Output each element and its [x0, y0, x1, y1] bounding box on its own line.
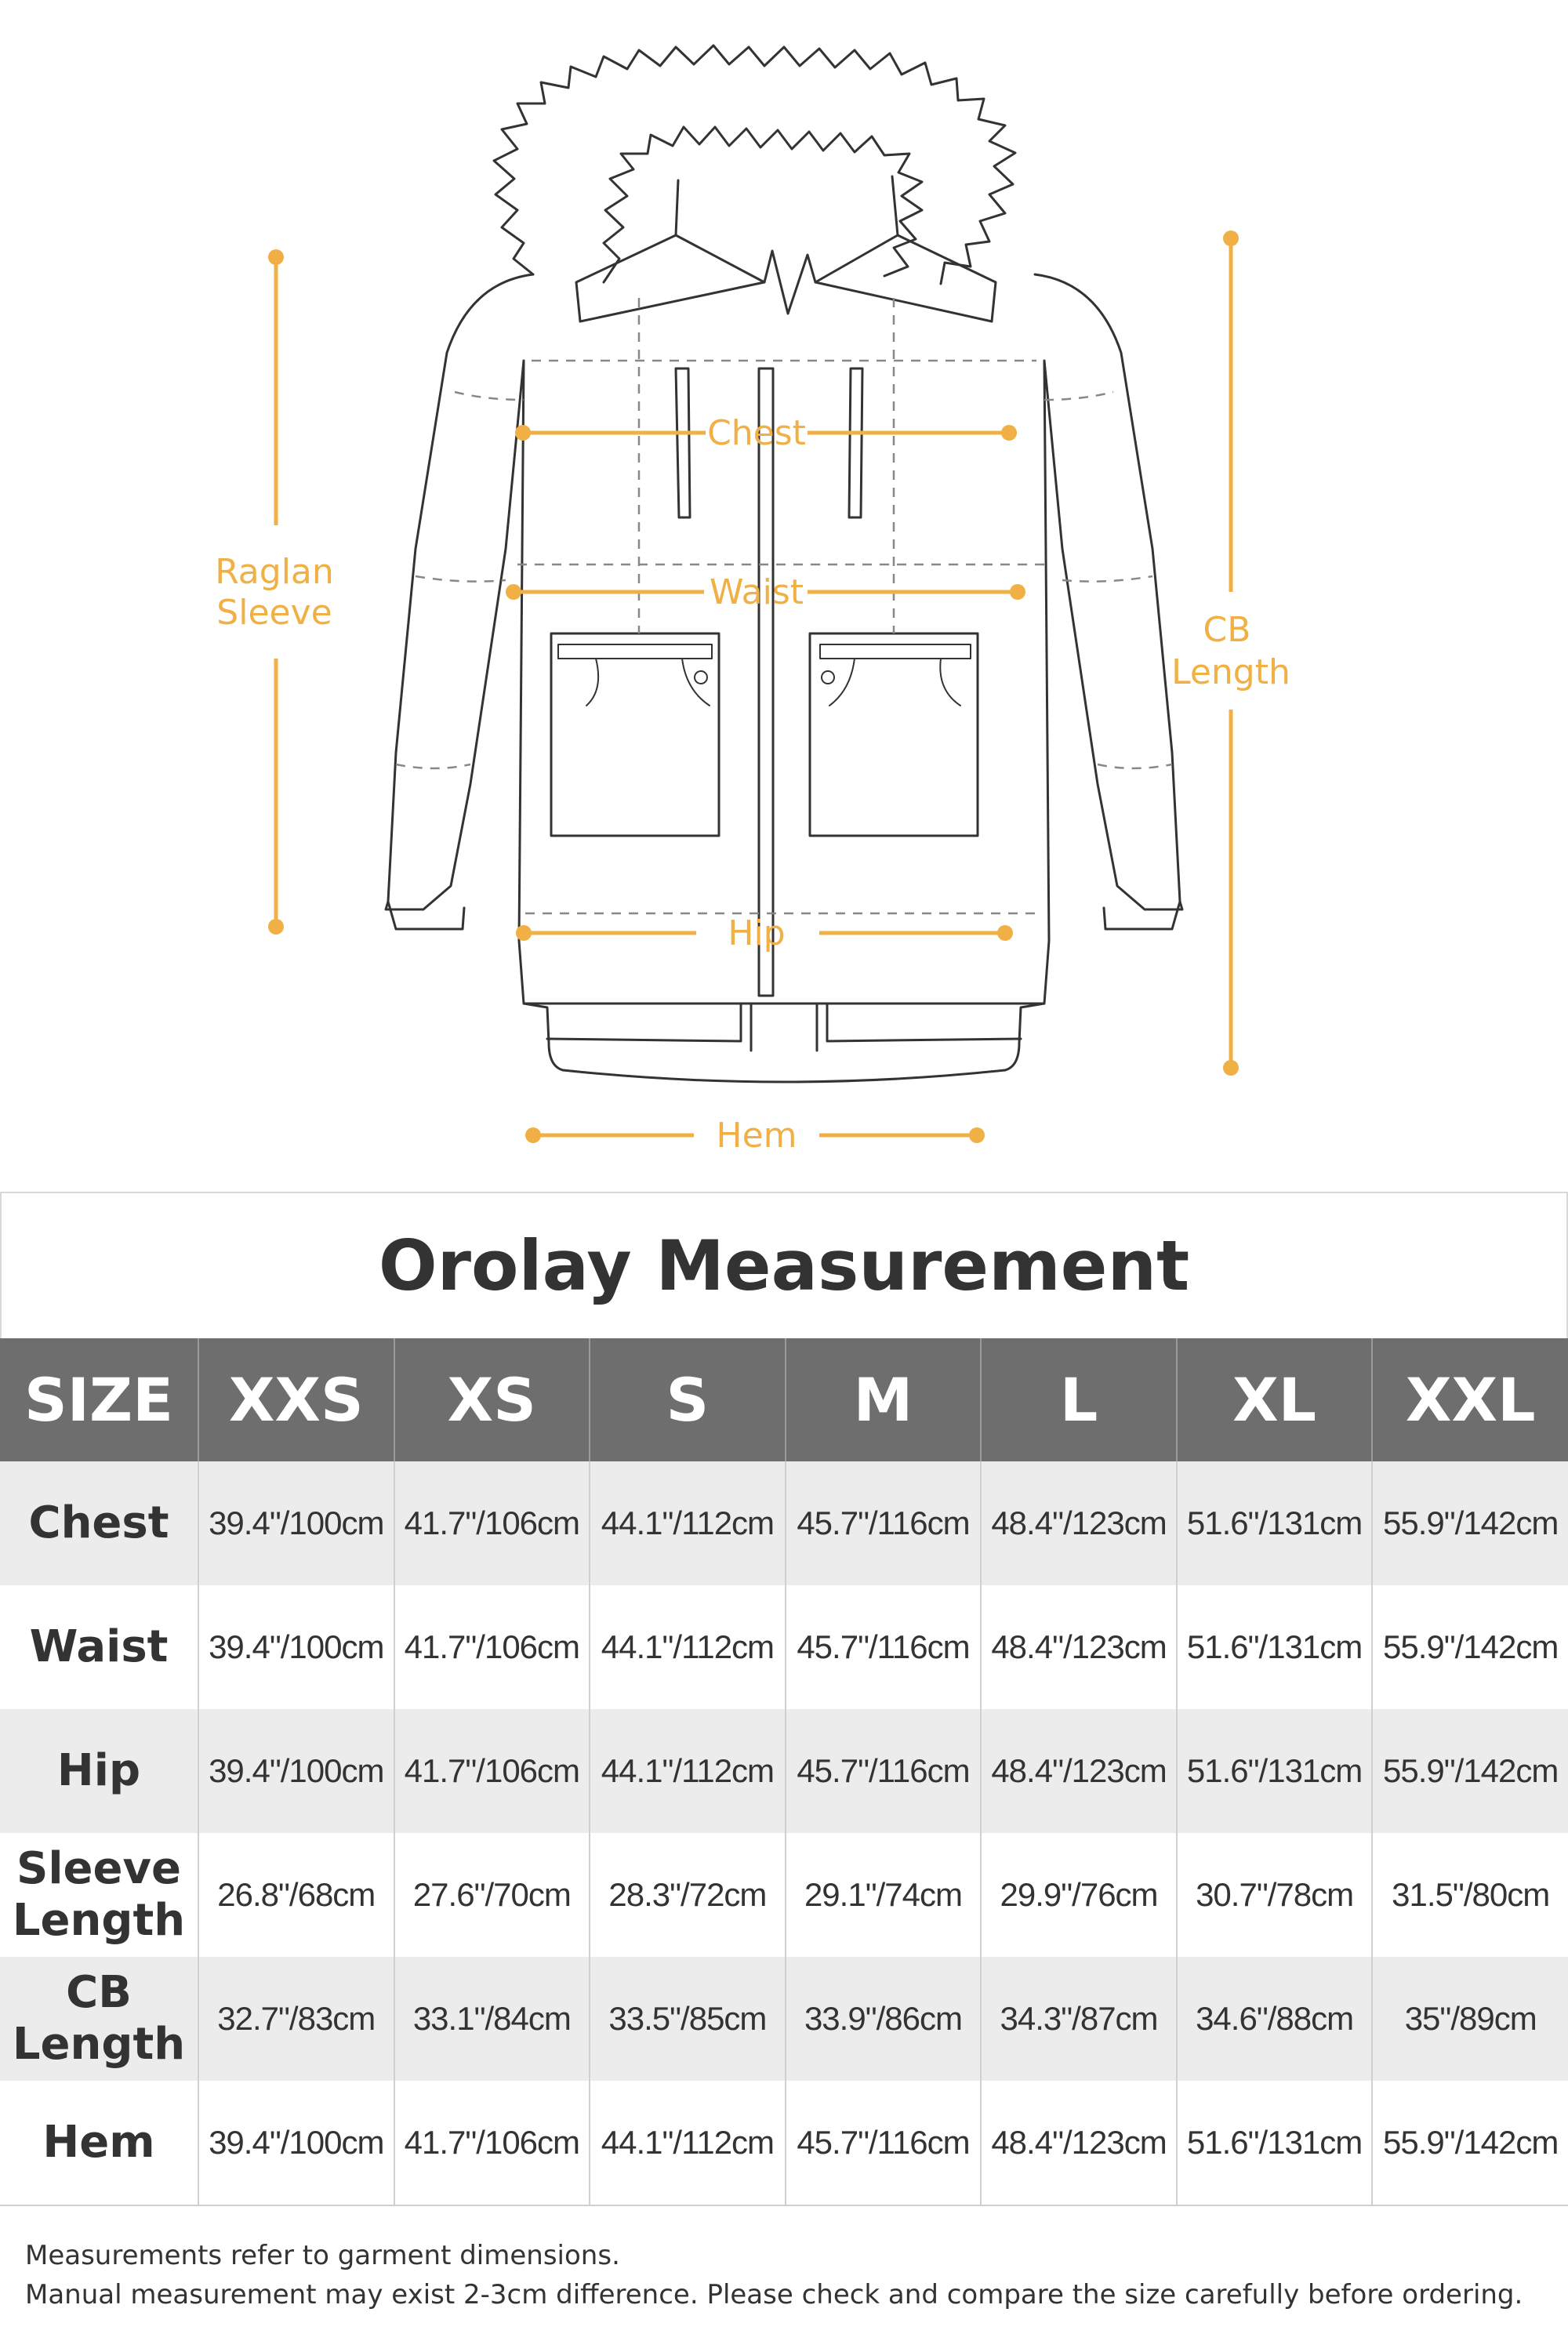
center-zipper — [759, 368, 773, 996]
table-row-cb-length — [0, 1957, 1568, 2081]
size-table — [0, 1338, 1568, 2206]
fur-hood-inner — [604, 127, 922, 282]
row-label-line2: Length — [12, 1895, 186, 1946]
table-cell: 55.9"/142cm — [1372, 1461, 1568, 1585]
chest-zipper-right — [849, 368, 862, 517]
table-cell: 44.1"/112cm — [590, 1585, 786, 1709]
row-label: Waist — [0, 1585, 198, 1709]
row-label — [0, 1833, 198, 1957]
table-cell: 28.3"/72cm — [590, 1833, 786, 1957]
table-cell: 44.1"/112cm — [590, 2081, 786, 2205]
waist-label: Waist — [709, 572, 804, 612]
table-cell: 41.7"/106cm — [394, 2081, 590, 2205]
table-cell: 45.7"/116cm — [786, 1461, 982, 1585]
table-cell: 31.5"/80cm — [1372, 1833, 1568, 1957]
table-title: Orolay Measurement — [0, 1193, 1568, 1338]
note-line-1: Measurements refer to garment dimensions. — [25, 2240, 620, 2271]
table-cell: 51.6"/131cm — [1177, 2081, 1373, 2205]
table-cell: 41.7"/106cm — [394, 1461, 590, 1585]
table-cell: 32.7"/83cm — [198, 1957, 394, 2081]
raglan-sleeve-label-line1: Raglan — [215, 552, 334, 592]
table-row-chest — [0, 1461, 1568, 1585]
measurement-notes — [25, 2236, 1554, 2314]
row-label-line2: Length — [12, 2019, 186, 2070]
table-cell: 41.7"/106cm — [394, 1585, 590, 1709]
row-label-line1: CB — [66, 1967, 132, 2018]
table-cell: 35"/89cm — [1372, 1957, 1568, 2081]
fur-hood-trim — [494, 45, 1015, 284]
size-header-cell: M — [786, 1338, 982, 1461]
table-cell: 45.7"/116cm — [786, 1709, 982, 1833]
table-cell: 27.6"/70cm — [394, 1833, 590, 1957]
chest-label: Chest — [707, 413, 806, 453]
measurement-labels — [215, 413, 1290, 1156]
cb-length-label-line1: CB — [1203, 610, 1251, 650]
row-label: Hip — [0, 1709, 198, 1833]
pocket-left — [551, 633, 719, 836]
table-cell: 34.3"/87cm — [981, 1957, 1177, 2081]
size-header-cell: XL — [1177, 1338, 1373, 1461]
table-cell: 48.4"/123cm — [981, 2081, 1177, 2205]
table-cell: 33.1"/84cm — [394, 1957, 590, 2081]
size-header-cell: L — [981, 1338, 1177, 1461]
size-header-cell: XXL — [1372, 1338, 1568, 1461]
table-cell: 39.4"/100cm — [198, 1461, 394, 1585]
table-row-hem — [0, 2081, 1568, 2205]
table-cell: 55.9"/142cm — [1372, 2081, 1568, 2205]
pocket-right — [810, 633, 978, 836]
table-cell: 51.6"/131cm — [1177, 1461, 1373, 1585]
table-cell: 39.4"/100cm — [198, 2081, 394, 2205]
table-cell: 30.7"/78cm — [1177, 1833, 1373, 1957]
table-row-waist — [0, 1585, 1568, 1709]
size-header-row — [0, 1338, 1568, 1461]
table-cell: 48.4"/123cm — [981, 1461, 1177, 1585]
size-header-cell: XS — [394, 1338, 590, 1461]
table-cell: 45.7"/116cm — [786, 2081, 982, 2205]
table-cell: 34.6"/88cm — [1177, 1957, 1373, 2081]
table-cell: 45.7"/116cm — [786, 1585, 982, 1709]
table-cell: 55.9"/142cm — [1372, 1709, 1568, 1833]
measurement-lines — [268, 230, 1239, 1143]
table-cell: 39.4"/100cm — [198, 1585, 394, 1709]
table-row-sleeve-length — [0, 1833, 1568, 1957]
note-line-2: Manual measurement may exist 2-3cm difference. Please check and compare the size carefully before ordering. — [25, 2279, 1523, 2310]
row-label: Hem — [0, 2081, 198, 2205]
row-label — [0, 1957, 198, 2081]
row-label-line1: Sleeve — [16, 1843, 181, 1894]
table-cell: 44.1"/112cm — [590, 1709, 786, 1833]
table-cell: 48.4"/123cm — [981, 1709, 1177, 1833]
table-cell: 55.9"/142cm — [1372, 1585, 1568, 1709]
table-cell: 33.9"/86cm — [786, 1957, 982, 2081]
size-header-cell: XXS — [198, 1338, 394, 1461]
size-header-cell: S — [590, 1338, 786, 1461]
jacket-body — [386, 274, 1182, 1082]
size-table-section — [0, 1192, 1568, 2216]
raglan-sleeve-label-line2: Sleeve — [216, 593, 332, 633]
table-cell: 33.5"/85cm — [590, 1957, 786, 2081]
table-cell: 41.7"/106cm — [394, 1709, 590, 1833]
chest-zipper-left — [676, 368, 690, 517]
hem-label: Hem — [716, 1116, 797, 1156]
table-cell: 39.4"/100cm — [198, 1709, 394, 1833]
hip-label: Hip — [728, 913, 786, 953]
table-cell: 44.1"/112cm — [590, 1461, 786, 1585]
table-cell: 51.6"/131cm — [1177, 1709, 1373, 1833]
table-cell: 51.6"/131cm — [1177, 1585, 1373, 1709]
table-cell: 29.9"/76cm — [981, 1833, 1177, 1957]
cb-length-label-line2: Length — [1171, 652, 1290, 692]
size-header-label: SIZE — [0, 1338, 198, 1461]
table-cell: 29.1"/74cm — [786, 1833, 982, 1957]
table-cell: 48.4"/123cm — [981, 1585, 1177, 1709]
table-cell: 26.8"/68cm — [198, 1833, 394, 1957]
table-row-hip — [0, 1709, 1568, 1833]
row-label: Chest — [0, 1461, 198, 1585]
